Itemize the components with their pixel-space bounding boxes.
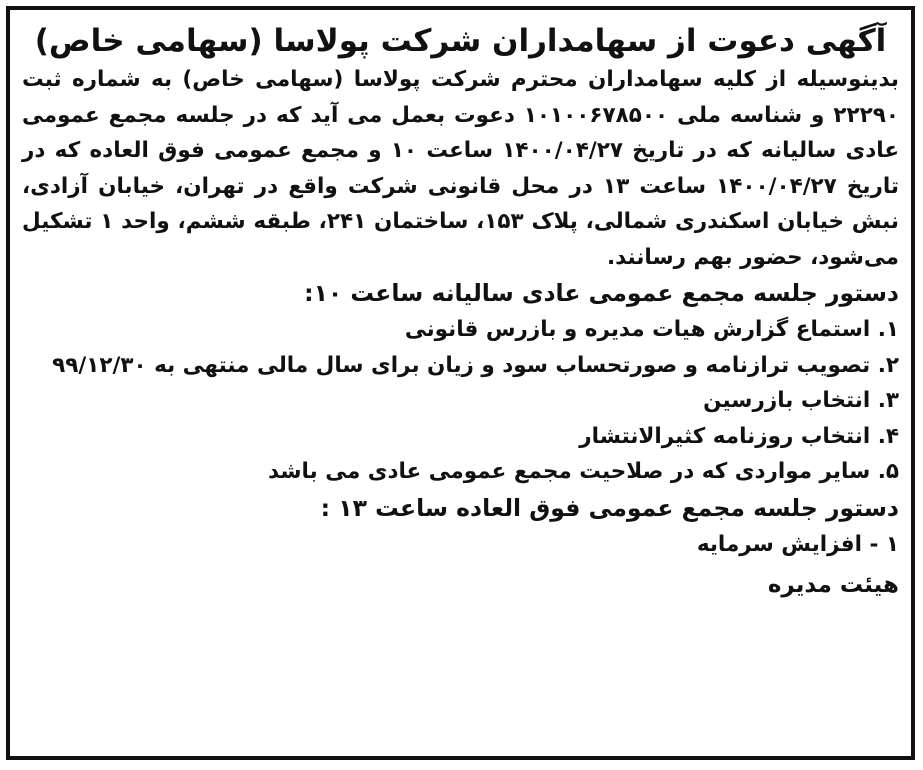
ordinary-agenda-heading: دستور جلسه مجمع عمومی عادی سالیانه ساعت ۱۰: — [304, 279, 899, 307]
agenda-item: ۵. سایر مواردی که در صلاحیت مجمع عمومی عادی می باشد — [268, 459, 899, 484]
agenda-item: ۱ - افزایش سرمایه — [696, 531, 899, 557]
agenda-item: ۴. انتخاب روزنامه کثیرالانتشار — [579, 423, 899, 449]
agenda-item: ۱. استماع گزارش هیات مدیره و بازرس قانونی — [404, 317, 899, 342]
extraordinary-agenda-heading: دستور جلسه مجمع عمومی فوق العاده ساعت ۱۳ : — [320, 493, 899, 522]
extraordinary-agenda-list — [22, 527, 899, 563]
agenda-item: ۳. انتخاب بازرسین — [703, 388, 899, 413]
agenda-item: ۲. تصویب ترازنامه و صورتحساب سود و زیان برای سال مالی منتهی به ۹۹/۱۲/۳۰ — [52, 352, 899, 378]
notice-frame — [6, 6, 915, 760]
notice-body: بدینوسیله از کلیه سهامداران محترم شرکت پولاسا (سهامی خاص) به شماره ثبت ۲۲۲۹۰ و شناسه ملی ۱۰۱۰۰۶۷۸۵۰۰ دعوت بعمل می آید که در جلسه مجمع عمومی عادی سالیانه که در تاریخ ۱۴۰۰/۰۴/۲۷ ساعت ۱۰ و مجمع عمومی فوق العاده که در تاریخ ۱۴۰۰/۰۴/۲۷ ساعت ۱۳ در محل قانونی شرکت واقع در تهران، خیابان آزادی، نبش خیابان اسکندری شمالی، پلاک ۱۵۳، ساختمان ۲۴۱، طبقه ششم، واحد ۱ تشکیل می‌شود، حضور بهم رسانند. — [22, 67, 900, 270]
ordinary-agenda-list — [22, 312, 899, 490]
notice-title: آگهی دعوت از سهامداران شرکت پولاسا (سهامی خاص) — [34, 23, 887, 59]
signature: هیئت مدیره — [767, 572, 899, 598]
notice-content — [22, 20, 899, 746]
